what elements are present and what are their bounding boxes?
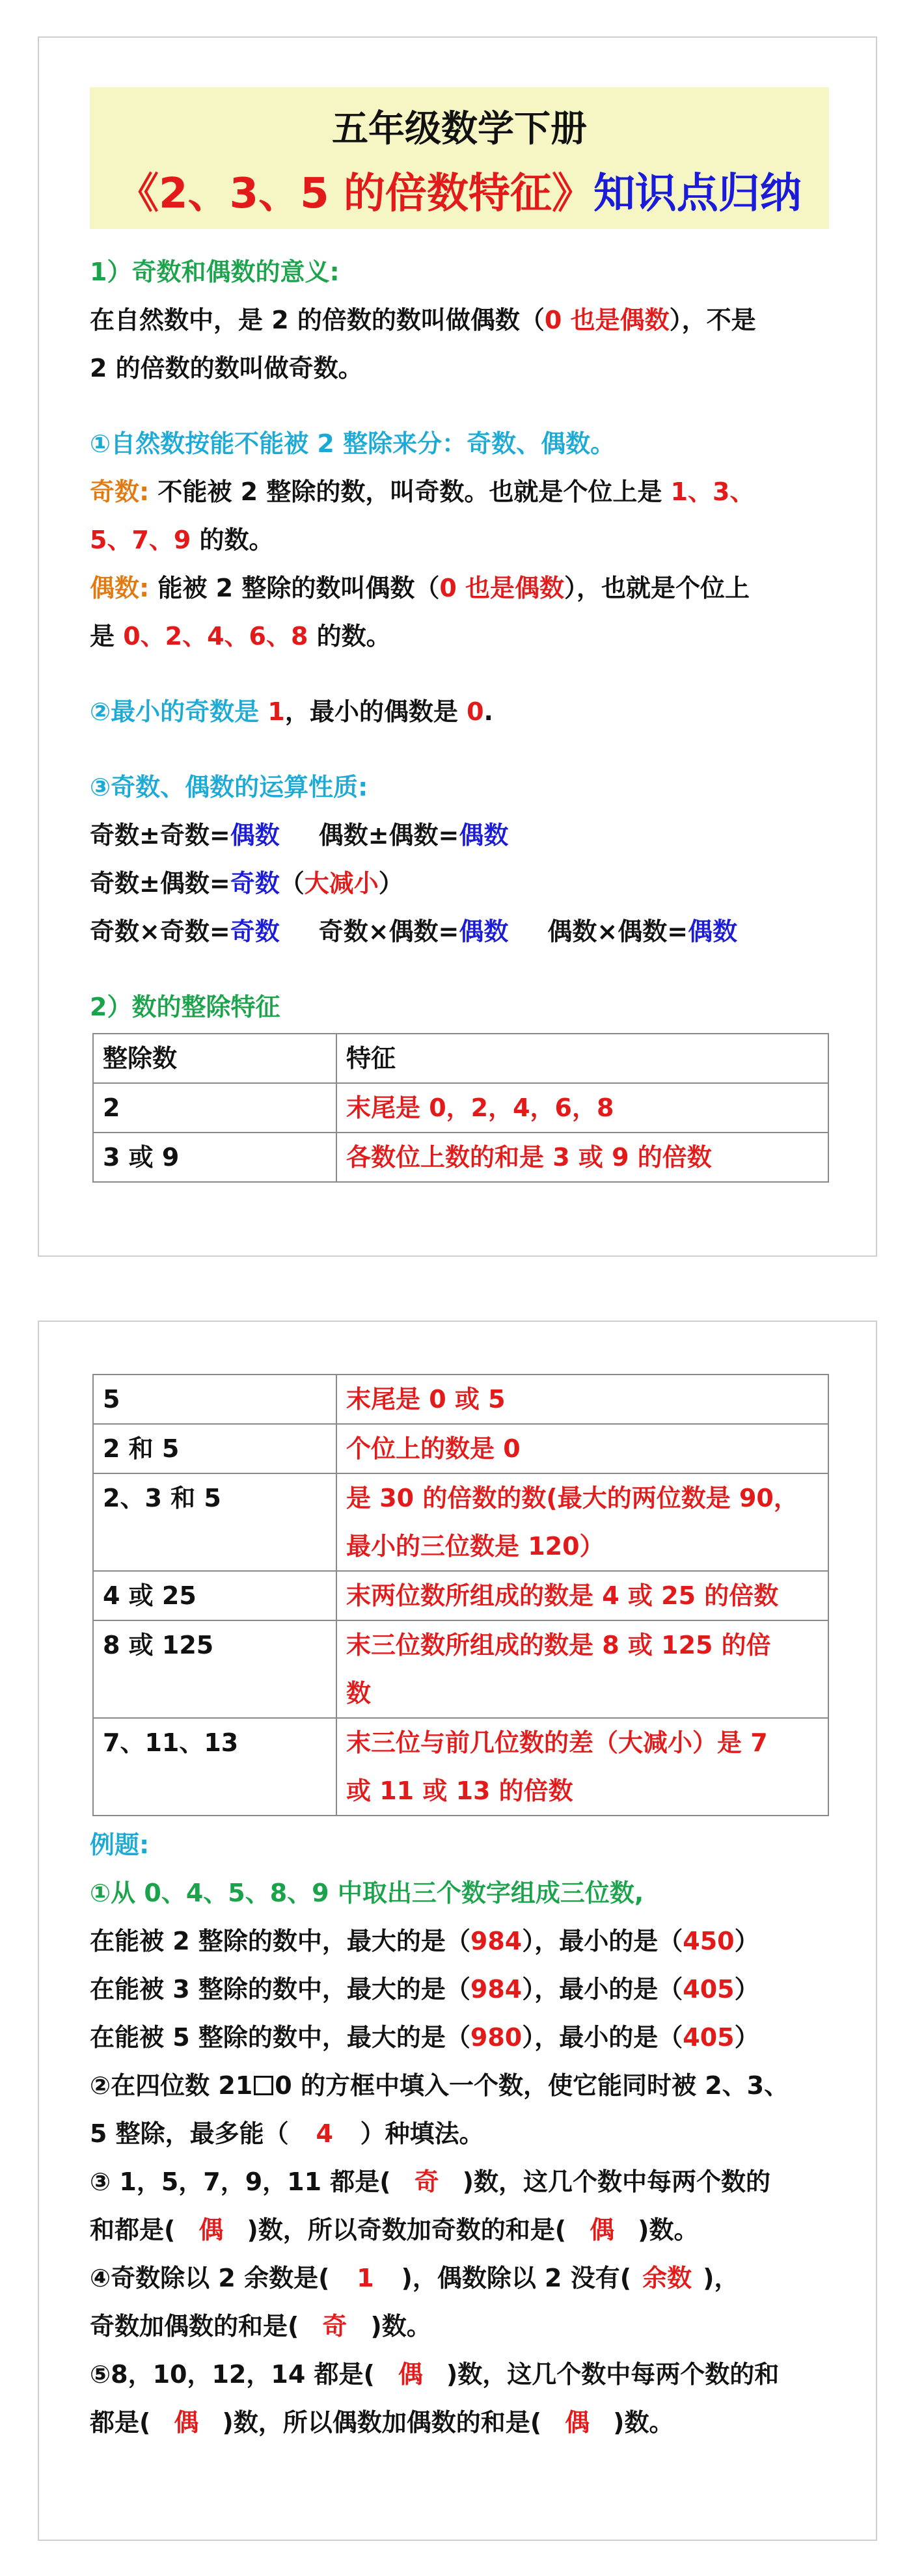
example5-line1: ⑤8，10，12，14 都是( 偶 )数，这几个数中每两个数的和: [90, 2360, 780, 2389]
even-definition-line1: 偶数: 能被 2 整除的数叫偶数（0 也是偶数），也就是个位上: [90, 574, 750, 602]
table-cell-feature: 末两位数所组成的数是 4 或 25 的倍数: [336, 1571, 828, 1620]
example5-line2: 都是( 偶 )数，所以偶数加偶数的和是( 偶 )数。: [90, 2408, 674, 2437]
table-cell-feature: 末尾是 0，2，4，6，8: [336, 1083, 828, 1133]
subsection1-heading: ①自然数按能不能被 2 整除来分：奇数、偶数。: [90, 429, 616, 458]
table-row: [93, 1375, 828, 1424]
section1-paragraph-line1: 在自然数中，是 2 的倍数的数叫做偶数（0 也是偶数），不是: [90, 306, 756, 334]
table-cell-feature: 各数位上数的和是 3 或 9 的倍数: [336, 1133, 828, 1182]
table-row: [93, 1083, 828, 1133]
table-cell-feature: 个位上的数是 0: [336, 1424, 828, 1473]
table-row: [93, 1571, 828, 1620]
example1-line2: 在能被 3 整除的数中，最大的是（984），最小的是（405）: [90, 1975, 759, 2004]
table-row: [93, 1620, 828, 1718]
table-cell-divisor: 2 和 5: [93, 1424, 336, 1473]
example1-line1: 在能被 2 整除的数中，最大的是（984），最小的是（450）: [90, 1927, 759, 1955]
page-2: [38, 1321, 877, 2541]
table-header-divisor: 整除数: [93, 1034, 336, 1083]
example3-line1: ③ 1，5，7，9，11 都是( 奇 )数，这几个数中每两个数的: [90, 2167, 771, 2196]
table-row: [93, 1718, 828, 1816]
table-cell-divisor: 8 或 125: [93, 1620, 336, 1718]
title-box: [90, 87, 829, 229]
even-definition-line2: 是 0、2、4、6、8 的数。: [90, 622, 391, 651]
rule-row-1: 奇数±奇数=偶数 偶数±偶数=偶数: [90, 821, 509, 850]
table-row: [93, 1424, 828, 1473]
divisibility-table-part1: [92, 1033, 829, 1183]
table-cell-divisor: 2: [93, 1083, 336, 1133]
subsection3-heading: ③奇数、偶数的运算性质:: [90, 773, 368, 801]
section1-paragraph-line2: 2 的倍数的数叫做奇数。: [90, 354, 363, 382]
odd-definition-line2: 5、7、9 的数。: [90, 526, 274, 554]
example4-line2: 奇数加偶数的和是( 奇 )数。: [90, 2312, 431, 2341]
table-row: [93, 1473, 828, 1571]
rule-row-2: 奇数±偶数=奇数（大减小）: [90, 869, 403, 898]
table-cell-feature: 末尾是 0 或 5: [336, 1375, 828, 1424]
rule-row-3: 奇数×奇数=奇数 奇数×偶数=偶数 偶数×偶数=偶数: [90, 917, 738, 946]
table-cell-feature: 末三位数所组成的数是 8 或 125 的倍 数: [336, 1620, 828, 1718]
title-topic: 《2、3、5 的倍数特征》: [117, 170, 593, 218]
example1-line3: 在能被 5 整除的数中，最大的是（980），最小的是（405）: [90, 2023, 759, 2052]
table-row: [93, 1133, 828, 1182]
table-cell-feature: 是 30 的倍数的数(最大的两位数是 90， 最小的三位数是 120）: [336, 1473, 828, 1571]
example2-line2: 5 整除，最多能（ 4 ）种填法。: [90, 2119, 484, 2148]
example2-line1: ②在四位数 21 0 的方框中填入一个数，使它能同时被 2、3、: [90, 2071, 789, 2100]
examples-heading: 例题:: [90, 1831, 150, 1859]
table-header-feature: 特征: [336, 1034, 828, 1083]
table-cell-divisor: 4 或 25: [93, 1571, 336, 1620]
title-sub: [90, 160, 829, 220]
example3-line2: 和都是( 偶 )数，所以奇数加奇数的和是( 偶 )数。: [90, 2216, 699, 2244]
table-cell-divisor: 7、11、13: [93, 1718, 336, 1816]
page-1: [38, 36, 877, 1257]
table-cell-divisor: 3 或 9: [93, 1133, 336, 1182]
title-main: 五年级数学下册: [332, 108, 587, 150]
table-cell-divisor: 5: [93, 1375, 336, 1424]
title-summary: 知识点归纳: [593, 170, 802, 218]
table-header-row: [93, 1034, 828, 1083]
section1-heading: 1）奇数和偶数的意义:: [90, 258, 340, 286]
square-box-icon: [254, 2076, 273, 2095]
odd-definition-line1: 奇数: 不能被 2 整除的数，叫奇数。也就是个位上是 1、3、: [90, 477, 755, 506]
example1-question: ①从 0、4、5、8、9 中取出三个数字组成三位数,: [90, 1879, 644, 1907]
table-cell-divisor: 2、3 和 5: [93, 1473, 336, 1571]
example4-line1: ④奇数除以 2 余数是( 1 )，偶数除以 2 没有( 余数 )，: [90, 2264, 739, 2292]
divisibility-table-part2: [92, 1374, 829, 1816]
table-cell-feature: 末三位与前几位数的差（大减小）是 7 或 11 或 13 的倍数: [336, 1718, 828, 1816]
section2-heading: 2）数的整除特征: [90, 993, 280, 1021]
smallest-odd-even: ②最小的奇数是 1，最小的偶数是 0.: [90, 697, 493, 726]
